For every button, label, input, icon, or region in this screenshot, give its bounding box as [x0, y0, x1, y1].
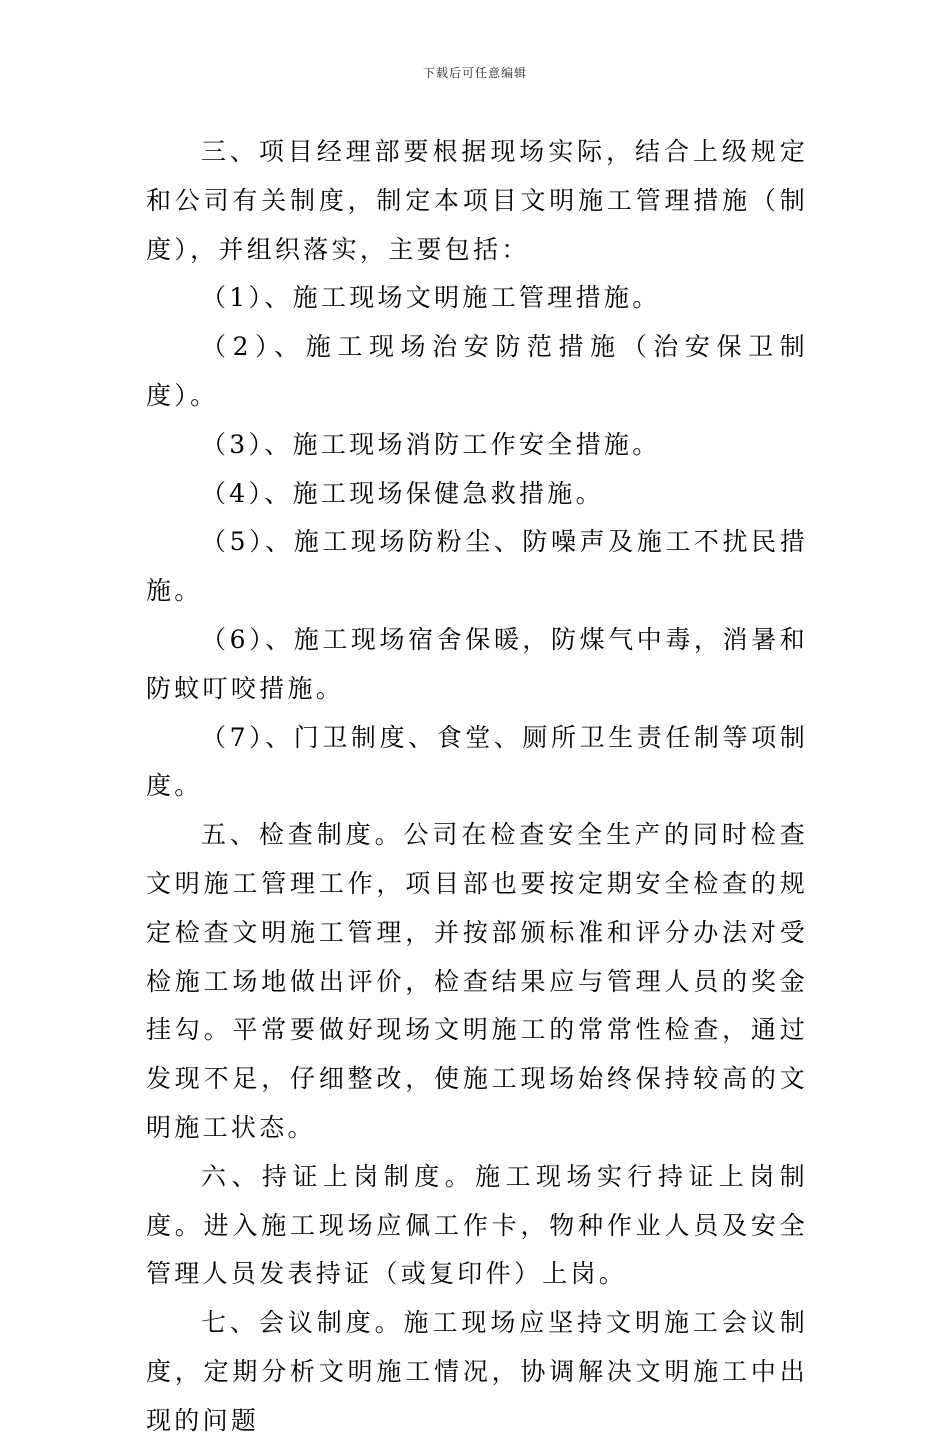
paragraph-section-6: 六、持证上岗制度。施工现场实行持证上岗制度。进入施工现场应佩工作卡，物种作业人员及安全管理人员发表持证（或复印件）上岗。	[146, 1161, 808, 1289]
header-note: 下载后可任意编辑	[422, 66, 527, 80]
document-body	[146, 128, 808, 1446]
list-item-4: （4）、施工现场保健急救措施。	[201, 478, 604, 508]
list-item-1: （1）、施工现场文明施工管理措施。	[201, 283, 661, 313]
paragraph-section-3: 三、项目经理部要根据现场实际，结合上级规定和公司有关制度，制定本项目文明施工管理措施（制度），并组织落实，主要包括：	[146, 137, 808, 264]
list-item-7: （7）、门卫制度、食堂、厕所卫生责任制等项制度。	[146, 722, 808, 801]
list-item-5: （5）、施工现场防粉尘、防噪声及施工不扰民措施。	[146, 527, 808, 606]
paragraph-section-7: 七、会议制度。施工现场应坚持文明施工会议制度，定期分析文明施工情况，协调解决文明施工中出现的问题	[146, 1308, 808, 1435]
paragraph-section-5: 五、检查制度。公司在检查安全生产的同时检查文明施工管理工作，项目部也要按定期安全检查的规定检查文明施工管理，并按部颁标准和评分办法对受检施工场地做出评价，检查结果应与管理人员的奖金挂勾。平常要做好现场文明施工的常常性检查，通过发现不足，仔细整改，使施工现场始终保持较高的文明施工状态。	[146, 820, 808, 1142]
list-item-2: （2）、施工现场治安防范措施（治安保卫制度）。	[146, 332, 808, 410]
list-item-3: （3）、施工现场消防工作安全措施。	[201, 429, 661, 459]
list-item-6: （6）、施工现场宿舍保暖，防煤气中毒，消暑和防蚊叮咬措施。	[146, 624, 808, 703]
